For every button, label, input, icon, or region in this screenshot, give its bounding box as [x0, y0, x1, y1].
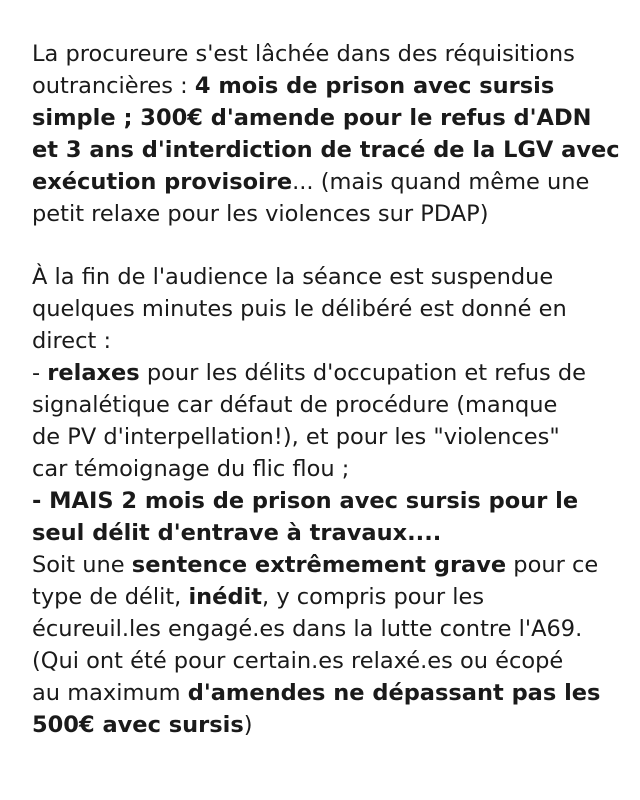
text-line [32, 485, 612, 517]
text-line [32, 357, 612, 389]
text-run: (Qui ont été pour certain.es relaxé.es ou écopé [32, 648, 564, 674]
text-line [32, 613, 612, 645]
text-run: pour les délits d'occupation et refus de [139, 360, 587, 386]
paragraph [32, 38, 620, 230]
bold-text: 500€ avec sursis [32, 712, 244, 738]
text-run: ... (mais quand même une [292, 169, 590, 195]
text-line [32, 549, 612, 581]
text-run: car témoignage du flic flou ; [32, 456, 350, 482]
bold-text: exécution provisoire [32, 169, 293, 195]
bold-text: et 3 ans d'interdiction de tracé de la LGV avec [32, 137, 620, 163]
text-run: type de délit, [32, 584, 189, 610]
bold-text: d'amendes ne dépassant pas les [187, 680, 601, 706]
text-run: écureuil.les engagé.es dans la lutte contre l'A69. [32, 616, 583, 642]
bold-text: inédit [188, 584, 263, 610]
text-run: pour ce [506, 552, 599, 578]
text-line [32, 70, 612, 102]
text-line [32, 453, 612, 485]
text-run: signalétique car défaut de procédure (manque [32, 392, 558, 418]
text-line [32, 102, 612, 134]
bold-text: - MAIS 2 mois de prison avec sursis pour le [32, 488, 579, 514]
bold-text: seul délit d'entrave à travaux.... [32, 520, 442, 546]
text-run: direct : [32, 328, 112, 354]
text-line [32, 293, 612, 325]
text-line [32, 261, 612, 293]
text-run: ) [243, 712, 253, 738]
bold-text: relaxes [47, 360, 140, 386]
text-line [32, 421, 612, 453]
text-line [32, 677, 612, 709]
text-line [32, 581, 612, 613]
paragraph [32, 261, 612, 741]
text-run: La procureure s'est lâchée dans des réquisitions [32, 41, 575, 67]
text-line [32, 38, 612, 70]
text-line [32, 134, 620, 166]
text-run: - [32, 360, 48, 386]
text-line [32, 709, 612, 741]
text-run: au maximum [32, 680, 188, 706]
text-line [32, 645, 612, 677]
bold-text: sentence extrêmement grave [131, 552, 507, 578]
text-line [32, 389, 612, 421]
text-line [32, 198, 612, 230]
text-line [32, 517, 612, 549]
text-run: de PV d'interpellation!), et pour les "violences" [32, 424, 560, 450]
text-line [32, 325, 612, 357]
bold-text: 4 mois de prison avec sursis [194, 73, 555, 99]
text-run: quelques minutes puis le délibéré est donné en [32, 296, 567, 322]
text-run: Soit une [32, 552, 132, 578]
text-run: , y compris pour les [262, 584, 485, 610]
text-run: À la fin de l'audience la séance est suspendue [32, 264, 554, 290]
message-text [32, 38, 620, 741]
text-run: petit relaxe pour les violences sur PDAP) [32, 201, 489, 227]
bold-text: simple ; 300€ d'amende pour le refus d'ADN [32, 105, 592, 131]
text-line [32, 166, 612, 198]
text-run: outrancières : [32, 73, 195, 99]
